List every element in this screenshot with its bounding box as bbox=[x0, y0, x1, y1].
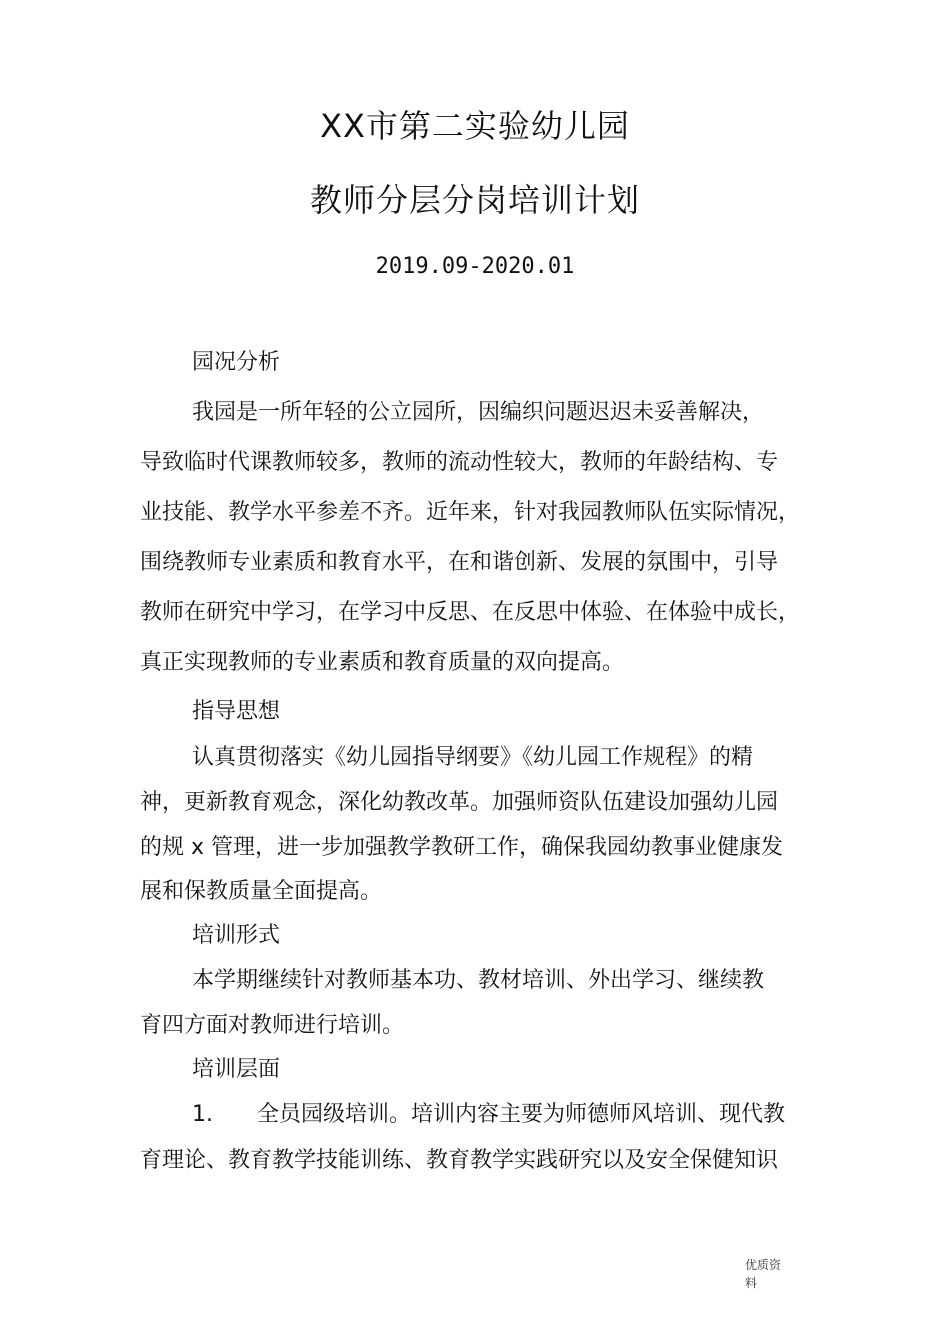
title-line-1: XX市第二实验幼儿园 bbox=[320, 107, 630, 145]
paragraph-line: 教师在研究中学习，在学习中反思、在反思中体验、在体验中成长， bbox=[140, 600, 801, 625]
item-text: 全员园级培训。培训内容主要为师德师风培训、现代教 bbox=[257, 1102, 786, 1127]
paragraph-line: 育理论、教育教学技能训练、教育教学实践研究以及安全保健知识 bbox=[140, 1148, 779, 1173]
paragraph-line: 业技能、教学水平参差不齐。近年来，针对我园教师队伍实际情况， bbox=[140, 500, 801, 525]
paragraph-line: 真正实现教师的专业素质和教育质量的双向提高。 bbox=[140, 650, 625, 675]
paragraph-line: 导致临时代课教师较多，教师的流动性较大，教师的年龄结构、专 bbox=[140, 450, 779, 475]
footer-note bbox=[745, 1256, 793, 1292]
paragraph-line: 本学期继续针对教师基本功、教材培训、外出学习、继续教 bbox=[192, 968, 765, 993]
item-number: 1. bbox=[192, 1102, 213, 1127]
numbered-item-line bbox=[192, 1100, 785, 1130]
paragraph-line: 我园是一所年轻的公立园所，因编织问题迟迟未妥善解决， bbox=[192, 400, 765, 425]
paragraph-line: 认真贯彻落实《幼儿园指导纲要》《幼儿园工作规程》的精 bbox=[192, 745, 754, 770]
paragraph-line: 育四方面对教师进行培训。 bbox=[140, 1013, 405, 1038]
title-line-2: 教师分层分岗培训计划 bbox=[309, 181, 640, 219]
paragraph-line: 围绕教师专业素质和教育水平，在和谐创新、发展的氛围中，引导 bbox=[140, 550, 779, 575]
section-heading-guidance: 指导思想 bbox=[192, 699, 281, 724]
section-heading-situation: 园况分析 bbox=[192, 350, 281, 375]
footer-line-1: 优质资 bbox=[745, 1258, 782, 1272]
date-range: 2019.09-2020.01 bbox=[375, 254, 575, 279]
section-heading-training-levels: 培训层面 bbox=[192, 1057, 281, 1082]
section-heading-training-form: 培训形式 bbox=[192, 923, 281, 948]
paragraph-line: 展和保教质量全面提高。 bbox=[140, 879, 383, 904]
paragraph-line: 的规 x 管理，进一步加强教学教研工作，确保我园幼教事业健康发 bbox=[140, 835, 784, 860]
paragraph-line: 神，更新教育观念，深化幼教改革。加强师资队伍建设加强幼儿园 bbox=[140, 790, 779, 815]
footer-line-2: 料 bbox=[745, 1276, 758, 1290]
